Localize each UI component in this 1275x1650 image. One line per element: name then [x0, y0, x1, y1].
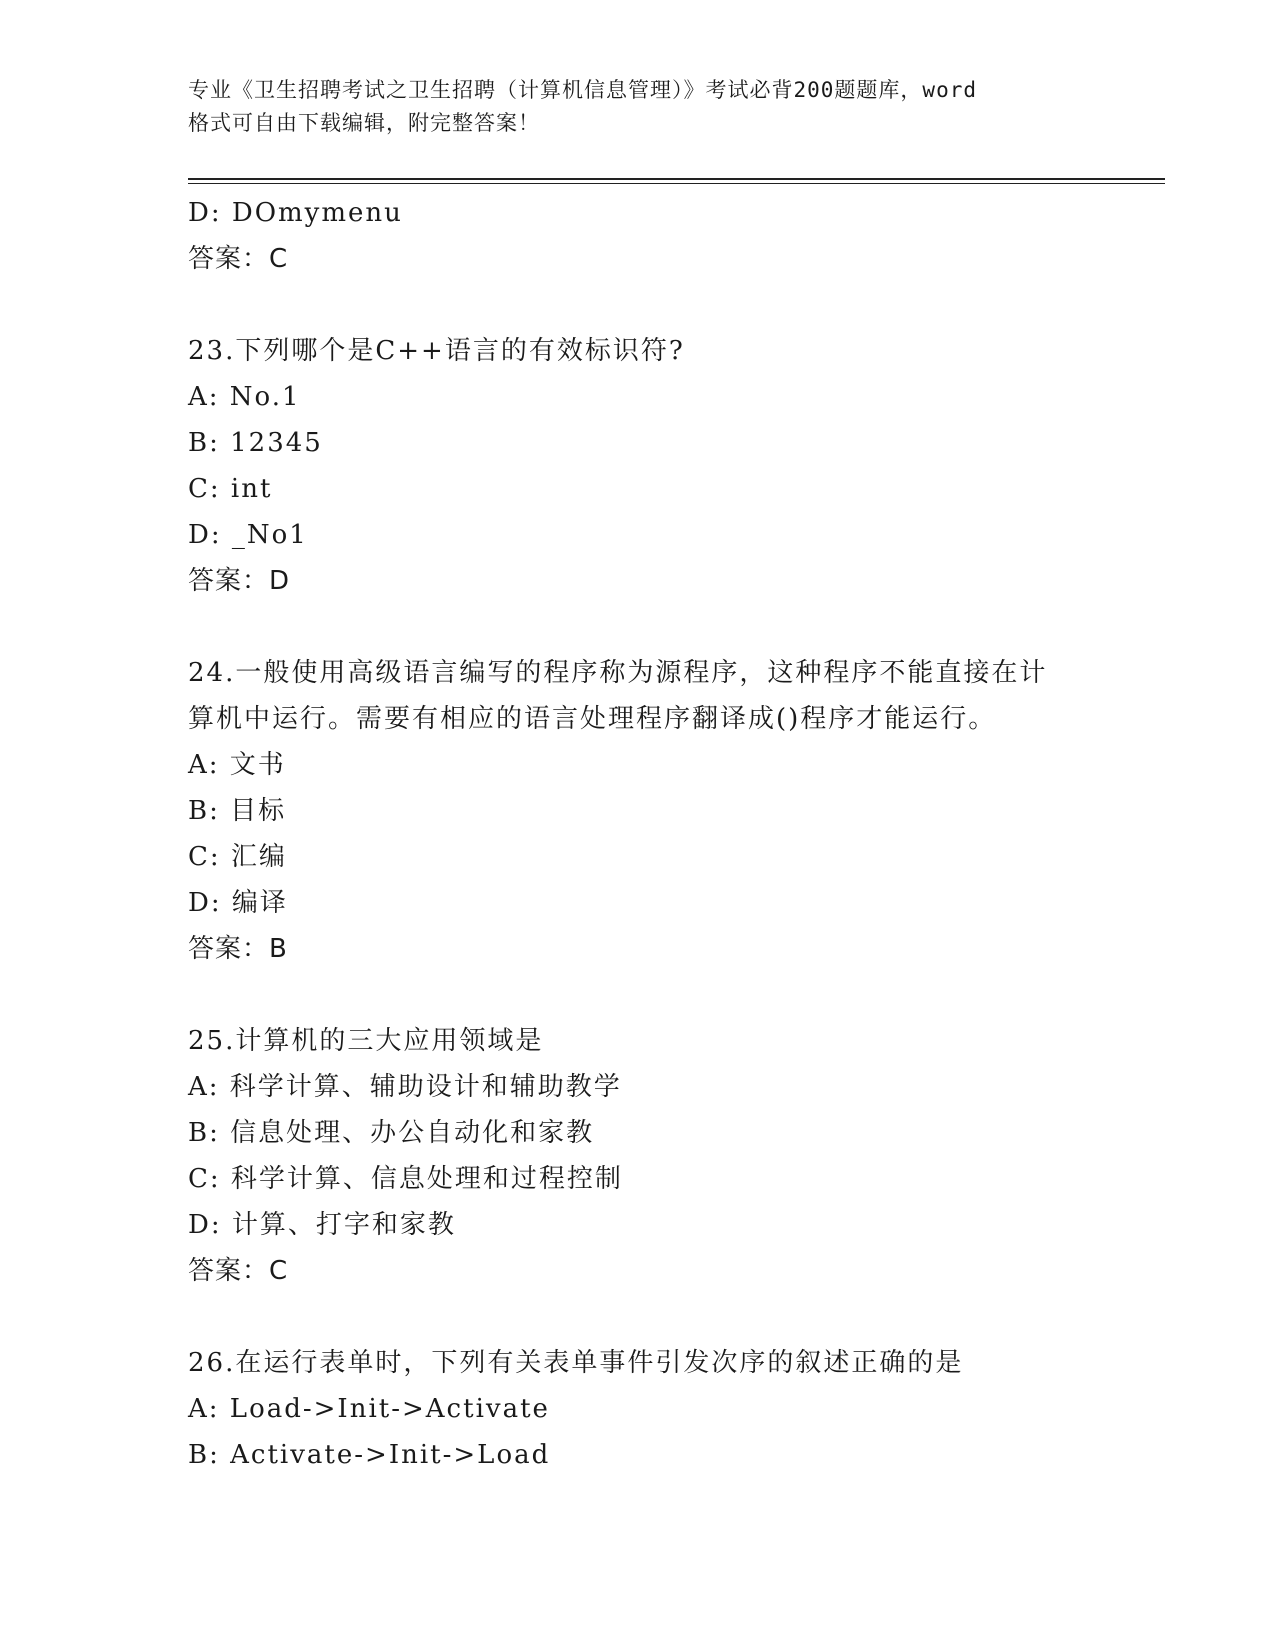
spacer	[188, 282, 1088, 328]
option-a: A: No.1	[188, 382, 301, 412]
option-c: C: 科学计算、信息处理和过程控制	[188, 1164, 623, 1194]
option-d: D: DOmymenu	[188, 198, 403, 228]
header-rule-thick	[188, 178, 1165, 180]
option-a: A: 文书	[188, 750, 286, 780]
option-d: D: 计算、打字和家教	[188, 1210, 456, 1240]
option-c: C: 汇编	[188, 842, 287, 872]
spacer	[188, 604, 1088, 650]
spacer	[188, 972, 1088, 1018]
question-stem: 26.在运行表单时，下列有关表单事件引发次序的叙述正确的是	[188, 1348, 964, 1378]
answer-line: 答案：C	[188, 244, 289, 274]
question-block-prev	[188, 190, 1088, 282]
option-b: B: 信息处理、办公自动化和家教	[188, 1118, 595, 1148]
question-stem-line-2: 算机中运行。需要有相应的语言处理程序翻译成()程序才能运行。	[188, 704, 997, 734]
question-block-25	[188, 1018, 1088, 1294]
question-block-23	[188, 328, 1088, 604]
option-b: B: 目标	[188, 796, 287, 826]
answer-line: 答案：C	[188, 1256, 289, 1286]
question-stem: 25.计算机的三大应用领域是	[188, 1026, 544, 1056]
header-rule-thin	[188, 183, 1165, 184]
header-line-2: 格式可自由下载编辑，附完整答案！	[188, 111, 540, 135]
option-c: C: int	[188, 474, 273, 504]
question-stem-line-1: 24.一般使用高级语言编写的程序称为源程序，这种程序不能直接在计	[188, 658, 1048, 688]
document-header	[188, 74, 1088, 140]
answer-line: 答案：D	[188, 566, 291, 596]
question-block-24	[188, 650, 1088, 972]
spacer	[188, 1294, 1088, 1340]
option-a: A: Load->Init->Activate	[188, 1394, 550, 1424]
answer-line: 答案：B	[188, 934, 288, 964]
option-b: B: 12345	[188, 428, 323, 458]
option-b: B: Activate->Init->Load	[188, 1440, 551, 1470]
question-block-26	[188, 1340, 1088, 1478]
question-stem: 23.下列哪个是C++语言的有效标识符?	[188, 336, 685, 366]
question-list	[188, 190, 1088, 1478]
option-d: D: 编译	[188, 888, 288, 918]
header-line-1: 专业《卫生招聘考试之卫生招聘（计算机信息管理）》考试必背200题题库，word	[188, 78, 977, 102]
option-d: D: _No1	[188, 520, 308, 550]
option-a: A: 科学计算、辅助设计和辅助教学	[188, 1072, 622, 1102]
